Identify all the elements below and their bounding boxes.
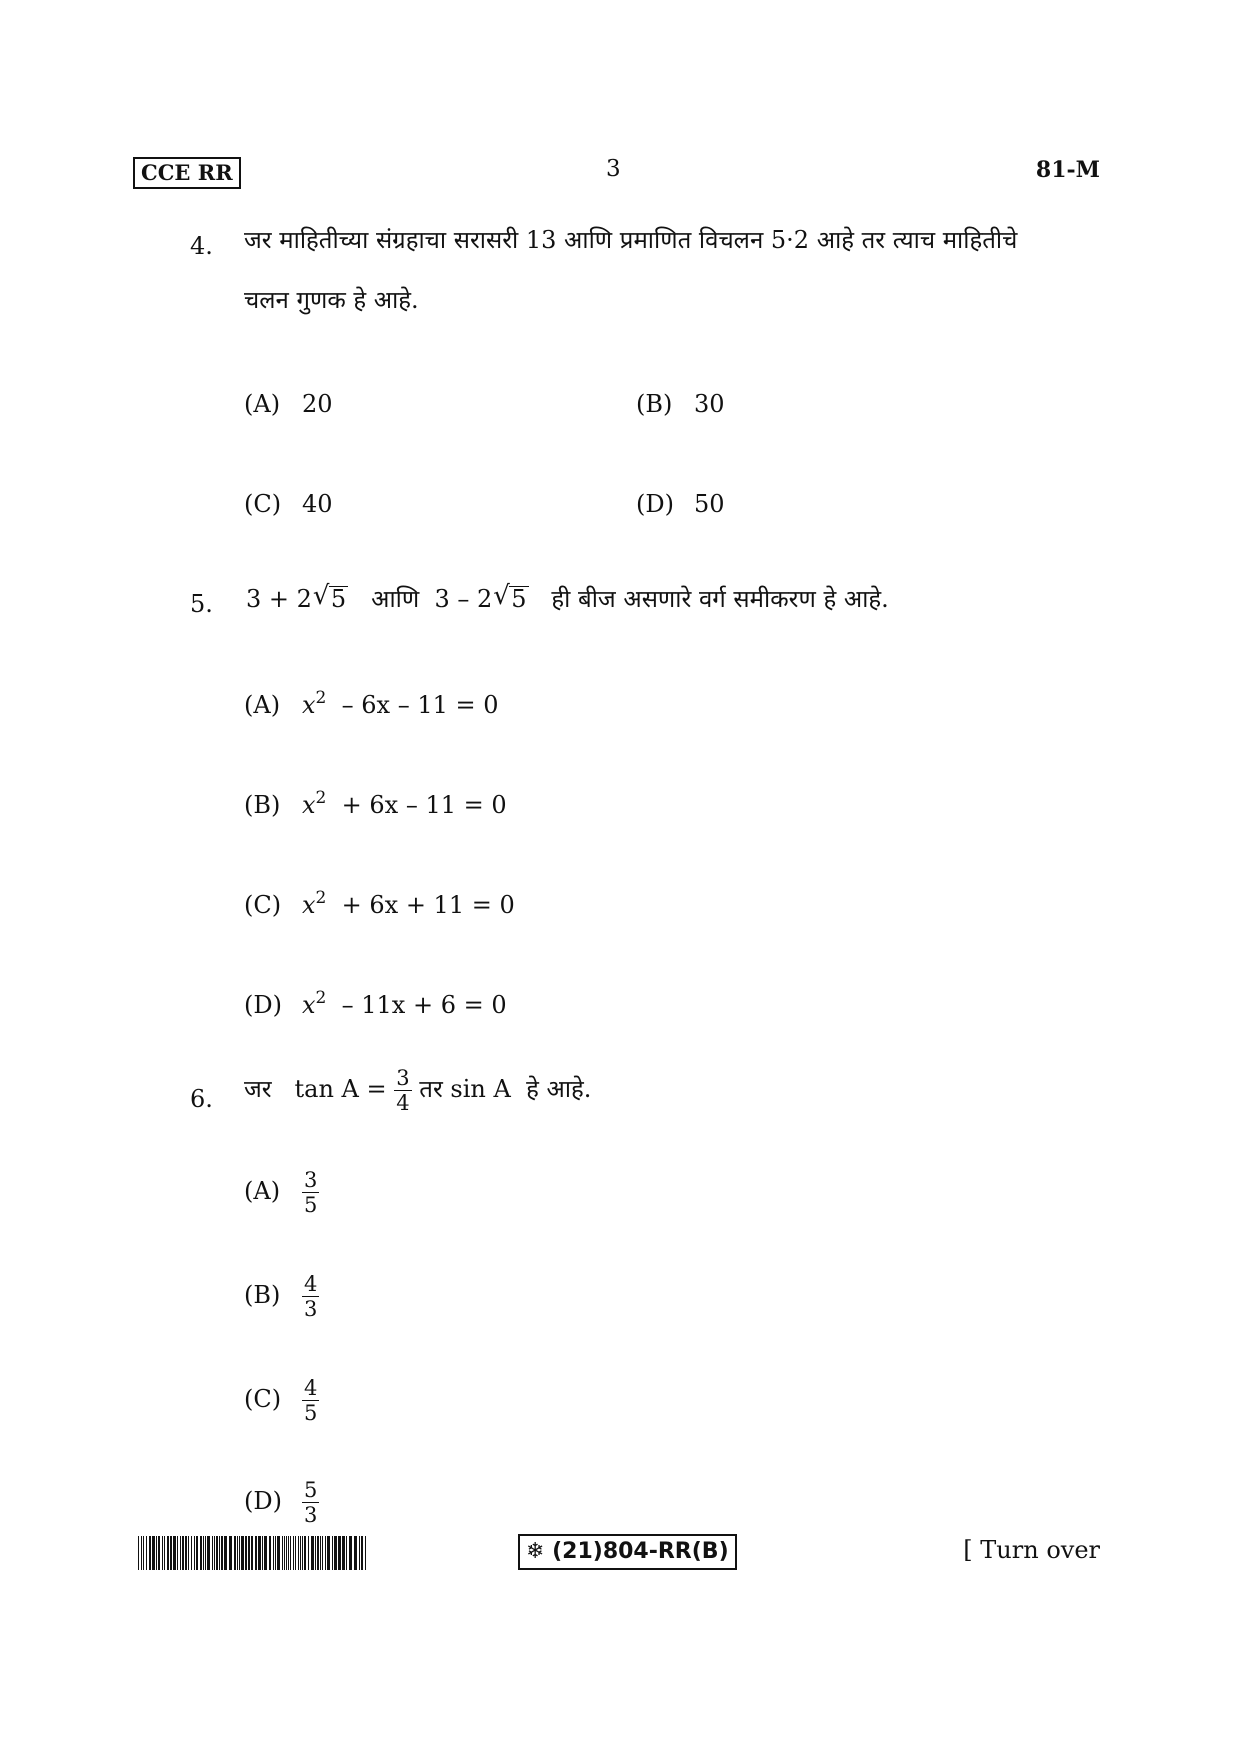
q6-option-d bbox=[244, 1478, 319, 1527]
question-5-suffix: ही बीज असणारे वर्ग समीकरण हे आहे. bbox=[551, 585, 889, 613]
option-label: (A) bbox=[244, 1177, 281, 1205]
option-label: (C) bbox=[244, 1385, 282, 1413]
fraction bbox=[394, 1066, 411, 1115]
option-label: (A) bbox=[244, 390, 281, 418]
denominator: 5 bbox=[304, 1401, 318, 1425]
turn-over-text: [ Turn over bbox=[963, 1536, 1100, 1564]
numerator: 5 bbox=[304, 1478, 318, 1502]
root2-prefix: 3 – 2 bbox=[434, 585, 493, 613]
q5-option-b bbox=[244, 788, 507, 819]
q5-option-a bbox=[244, 688, 499, 719]
q6-option-b bbox=[244, 1272, 319, 1321]
sin-expression: sin A bbox=[450, 1075, 511, 1103]
question-4-text-line1: जर माहितीच्या संग्रहाचा सरासरी 13 आणि प्रमाणित विचलन 5·2 आहे तर त्याच माहितीचे bbox=[244, 226, 1018, 254]
question-4-text-line2: चलन गुणक हे आहे. bbox=[244, 286, 419, 314]
question-5-number: 5. bbox=[190, 590, 213, 618]
q6-option-c bbox=[244, 1376, 319, 1425]
denominator: 3 bbox=[304, 1297, 318, 1321]
question-6-text bbox=[244, 1066, 591, 1115]
q4-option-b bbox=[636, 390, 725, 418]
tan-expression: tan A = bbox=[294, 1075, 387, 1103]
option-label: (C) bbox=[244, 891, 282, 919]
option-label: (D) bbox=[244, 991, 282, 1019]
sqrt-symbol: √ 5 bbox=[312, 581, 347, 613]
option-value: 30 bbox=[694, 390, 725, 418]
conj-text: आणि bbox=[371, 585, 420, 613]
prefix-text: जर bbox=[244, 1075, 272, 1103]
numerator: 4 bbox=[304, 1376, 318, 1400]
question-4-number: 4. bbox=[190, 232, 213, 260]
var-x: x bbox=[302, 791, 316, 819]
option-label: (D) bbox=[244, 1487, 282, 1515]
page-number: 3 bbox=[606, 156, 621, 182]
var-x: x bbox=[302, 891, 316, 919]
header-code-box: CCE RR bbox=[133, 157, 241, 189]
q4-option-c bbox=[244, 490, 333, 518]
option-label: (B) bbox=[244, 791, 281, 819]
root1-radicand: 5 bbox=[330, 585, 347, 613]
barcode bbox=[138, 1536, 368, 1570]
denominator: 4 bbox=[396, 1091, 410, 1115]
fraction bbox=[302, 1272, 319, 1321]
option-value: 20 bbox=[302, 390, 333, 418]
fraction bbox=[302, 1376, 319, 1425]
exponent: 2 bbox=[315, 988, 327, 1008]
option-label: (D) bbox=[636, 490, 674, 518]
option-label: (B) bbox=[244, 1281, 281, 1309]
equation-rest: – 11x + 6 = 0 bbox=[341, 991, 507, 1019]
option-label: (B) bbox=[636, 390, 673, 418]
equation-rest: + 6x – 11 = 0 bbox=[341, 791, 507, 819]
equation-rest: + 6x + 11 = 0 bbox=[341, 891, 515, 919]
option-label: (C) bbox=[244, 490, 282, 518]
numerator: 3 bbox=[396, 1066, 410, 1090]
numerator: 4 bbox=[304, 1272, 318, 1296]
option-value: 40 bbox=[302, 490, 333, 518]
q6-option-a bbox=[244, 1168, 319, 1217]
root2-radicand: 5 bbox=[511, 585, 527, 613]
mid-text: तर bbox=[419, 1075, 443, 1103]
denominator: 3 bbox=[304, 1503, 318, 1527]
option-value: 50 bbox=[694, 490, 725, 518]
exponent: 2 bbox=[315, 688, 327, 708]
q5-option-c bbox=[244, 888, 515, 919]
suffix-text: हे आहे. bbox=[526, 1075, 592, 1103]
var-x: x bbox=[302, 691, 316, 719]
sqrt-symbol: √ 5 bbox=[493, 581, 527, 613]
q4-option-d bbox=[636, 490, 725, 518]
option-label: (A) bbox=[244, 691, 281, 719]
var-x: x bbox=[302, 991, 316, 1019]
equation-rest: – 6x – 11 = 0 bbox=[341, 691, 499, 719]
exponent: 2 bbox=[315, 888, 327, 908]
exponent: 2 bbox=[315, 788, 327, 808]
question-5-text bbox=[246, 582, 889, 615]
fraction bbox=[302, 1168, 319, 1217]
denominator: 5 bbox=[304, 1193, 318, 1217]
root1-prefix: 3 + 2 bbox=[246, 585, 312, 613]
q5-option-d bbox=[244, 988, 507, 1019]
fraction bbox=[302, 1478, 319, 1527]
q4-option-a bbox=[244, 390, 333, 418]
question-6-number: 6. bbox=[190, 1085, 213, 1113]
numerator: 3 bbox=[304, 1168, 318, 1192]
footer-code-box: ❄ (21)804-RR(B) bbox=[518, 1534, 737, 1570]
paper-code: 81-M bbox=[1035, 157, 1100, 183]
